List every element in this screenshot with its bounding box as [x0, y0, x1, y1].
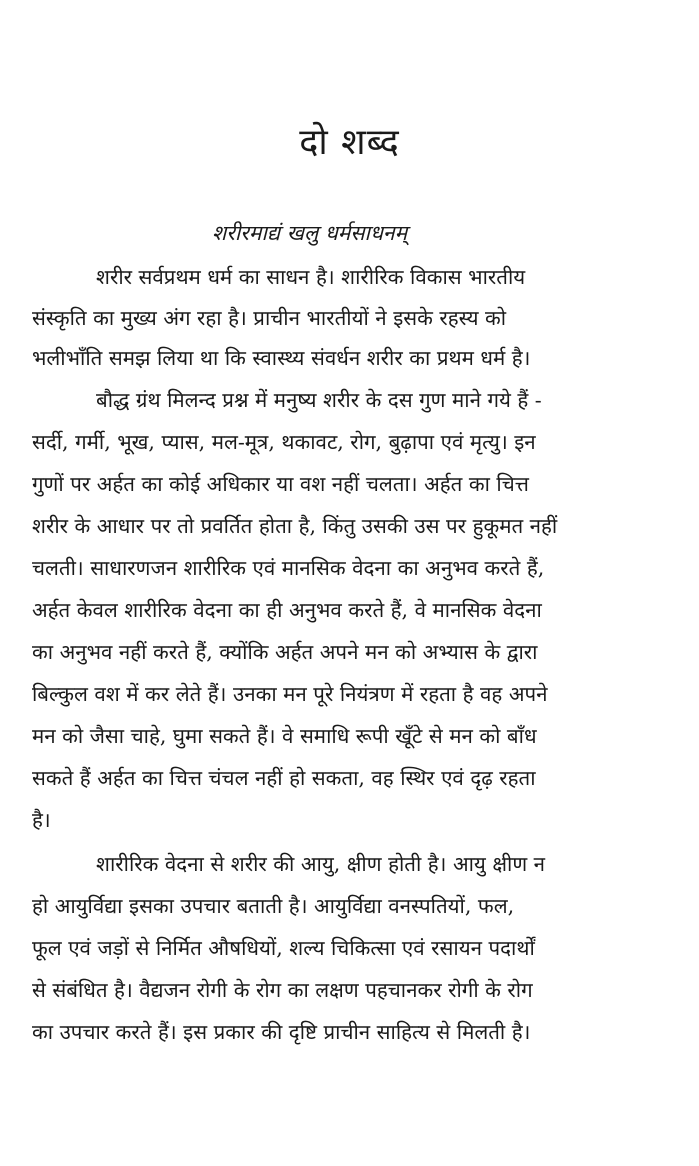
text-line: शरीर सर्वप्रथम धर्म का साधन है। शारीरिक विकास भारतीय — [96, 265, 526, 289]
page-title: दो शब्द — [299, 122, 400, 163]
text-line: भलीभाँति समझ लिया था कि स्वास्थ्य संवर्धन शरीर का प्रथम धर्म है। — [32, 346, 531, 370]
text-line: से संबंधित है। वैद्यजन रोगी के रोग का लक्षण पहचानकर रोगी के रोग — [32, 978, 533, 1002]
text-line: शरीर के आधार पर तो प्रवर्तित होता है, किंतु उसकी उस पर हुकूमत नहीं — [32, 514, 558, 538]
text-line: अर्हत केवल शारीरिक वेदना का ही अनुभव करते हैं, वे मानसिक वेदना — [32, 598, 542, 622]
text-line: गुणों पर अर्हत का कोई अधिकार या वश नहीं चलता। अर्हत का चित्त — [32, 472, 529, 496]
text-line: का उपचार करते हैं। इस प्रकार की दृष्टि प्राचीन साहित्य से मिलती है। — [32, 1020, 531, 1044]
sanskrit-motto: शरीरमाद्यं खलु धर्मसाधनम् — [212, 221, 408, 245]
text-line: है। — [32, 808, 51, 832]
text-line: सकते हैं अर्हत का चित्त चंचल नहीं हो सकता, वह स्थिर एवं दृढ़ रहता — [32, 766, 536, 790]
text-line: बौद्ध ग्रंथ मिलन्द प्रश्न में मनुष्य शरीर के दस गुण माने गये हैं - — [96, 388, 542, 412]
text-line: सर्दी, गर्मी, भूख, प्यास, मल-मूत्र, थकावट, रोग, बुढ़ापा एवं मृत्यु। इन — [32, 430, 536, 454]
text-line: संस्कृति का मुख्य अंग रहा है। प्राचीन भारतीयों ने इसके रहस्य को — [32, 306, 507, 330]
text-line: बिल्कुल वश में कर लेते हैं। उनका मन पूरे नियंत्रण में रहता है वह अपने — [32, 682, 548, 706]
text-line: मन को जैसा चाहे, घुमा सकते हैं। वे समाधि रूपी खूँटे से मन को बाँध — [32, 724, 537, 748]
text-line: शारीरिक वेदना से शरीर की आयु, क्षीण होती है। आयु क्षीण न — [96, 852, 546, 876]
text-line: का अनुभव नहीं करते हैं, क्योंकि अर्हत अपने मन को अभ्यास के द्वारा — [32, 640, 538, 664]
text-line: हो आयुर्विद्या इसका उपचार बताती है। आयुर्विद्या वनस्पतियों, फल, — [32, 894, 515, 918]
text-line: फूल एवं जड़ों से निर्मित औषधियों, शल्य चिकित्सा एवं रसायन पदार्थों — [32, 936, 535, 960]
text-line: चलती। साधारणजन शारीरिक एवं मानसिक वेदना का अनुभव करते हैं, — [32, 556, 545, 580]
